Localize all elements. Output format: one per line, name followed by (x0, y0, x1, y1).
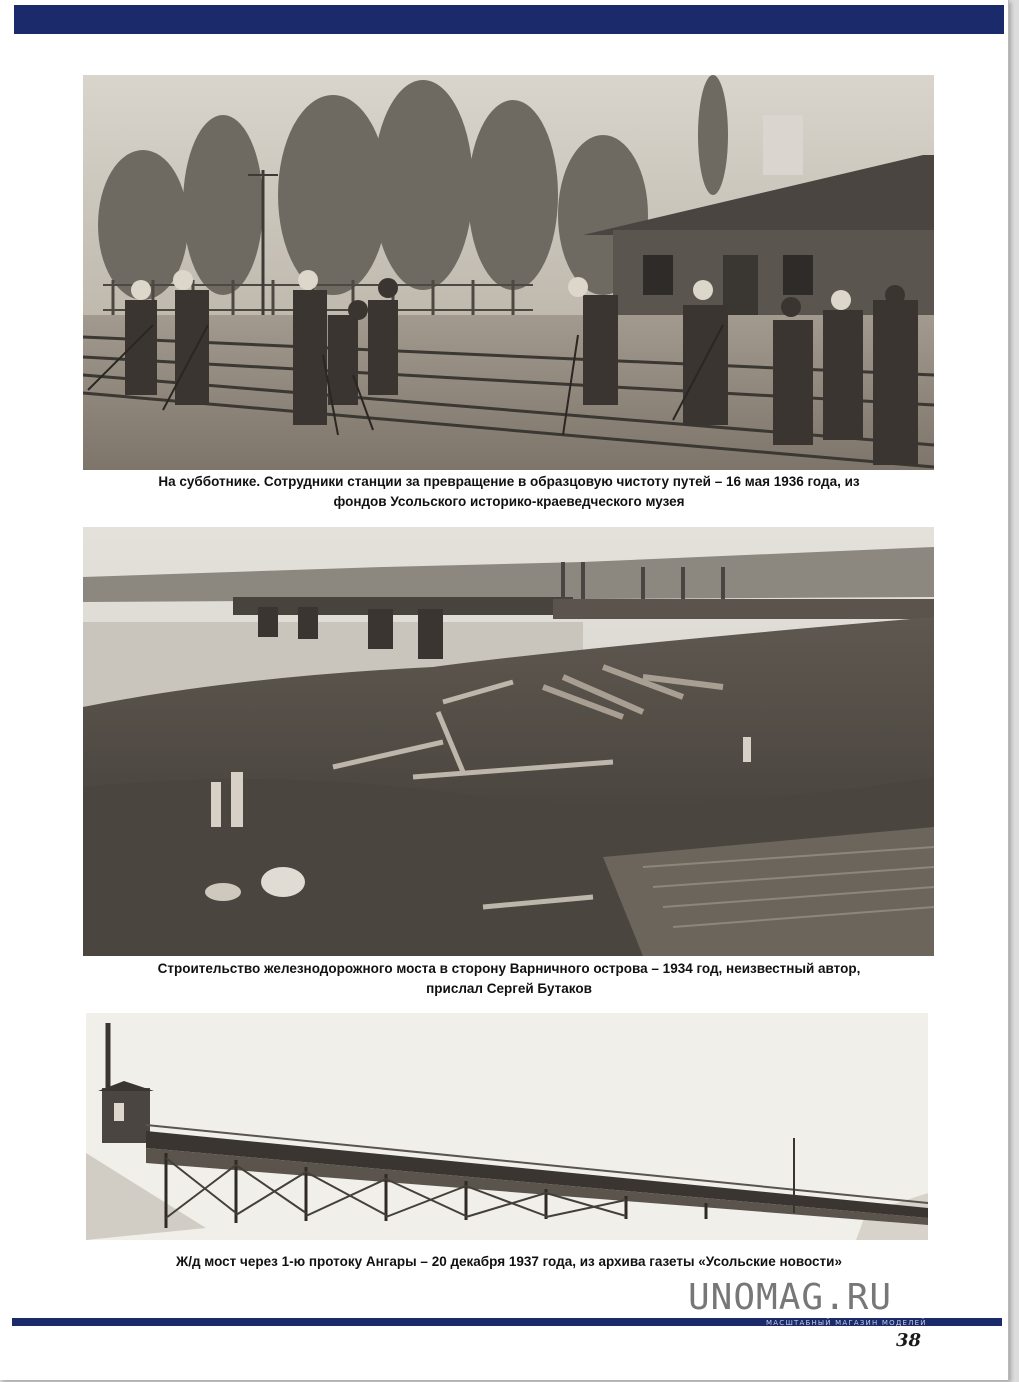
watermark-subtitle: МАСШТАБНЫЙ МАГАЗИН МОДЕЛЕЙ (766, 1319, 927, 1327)
caption-photo-railway-bridge (80, 1252, 938, 1272)
caption-photo-bridge-construction (80, 959, 938, 999)
photo-subbotnik-at-station (83, 75, 934, 470)
photo-railway-bridge-angara (86, 1013, 928, 1240)
caption-line: фондов Усольского историко-краеведческого музея (333, 494, 685, 509)
caption-line: прислал Сергей Бутаков (426, 981, 592, 996)
caption-line: На субботнике. Сотрудники станции за превращение в образцовую чистоту путей – 16 мая 1936 года, из (158, 474, 860, 489)
photo-bridge-construction (83, 527, 934, 956)
caption-line: Ж/д мост через 1-ю протоку Ангары – 20 декабря 1937 года, из архива газеты «Усольские новости» (176, 1254, 842, 1269)
caption-line: Строительство железнодорожного моста в сторону Варничного острова – 1934 год, неизвестный автор, (157, 961, 861, 976)
top-header-band (14, 5, 1004, 34)
watermark-logo: UNOMAG.RU (688, 1277, 893, 1318)
page-number: 38 (896, 1330, 922, 1351)
caption-photo-subbotnik (80, 472, 938, 512)
